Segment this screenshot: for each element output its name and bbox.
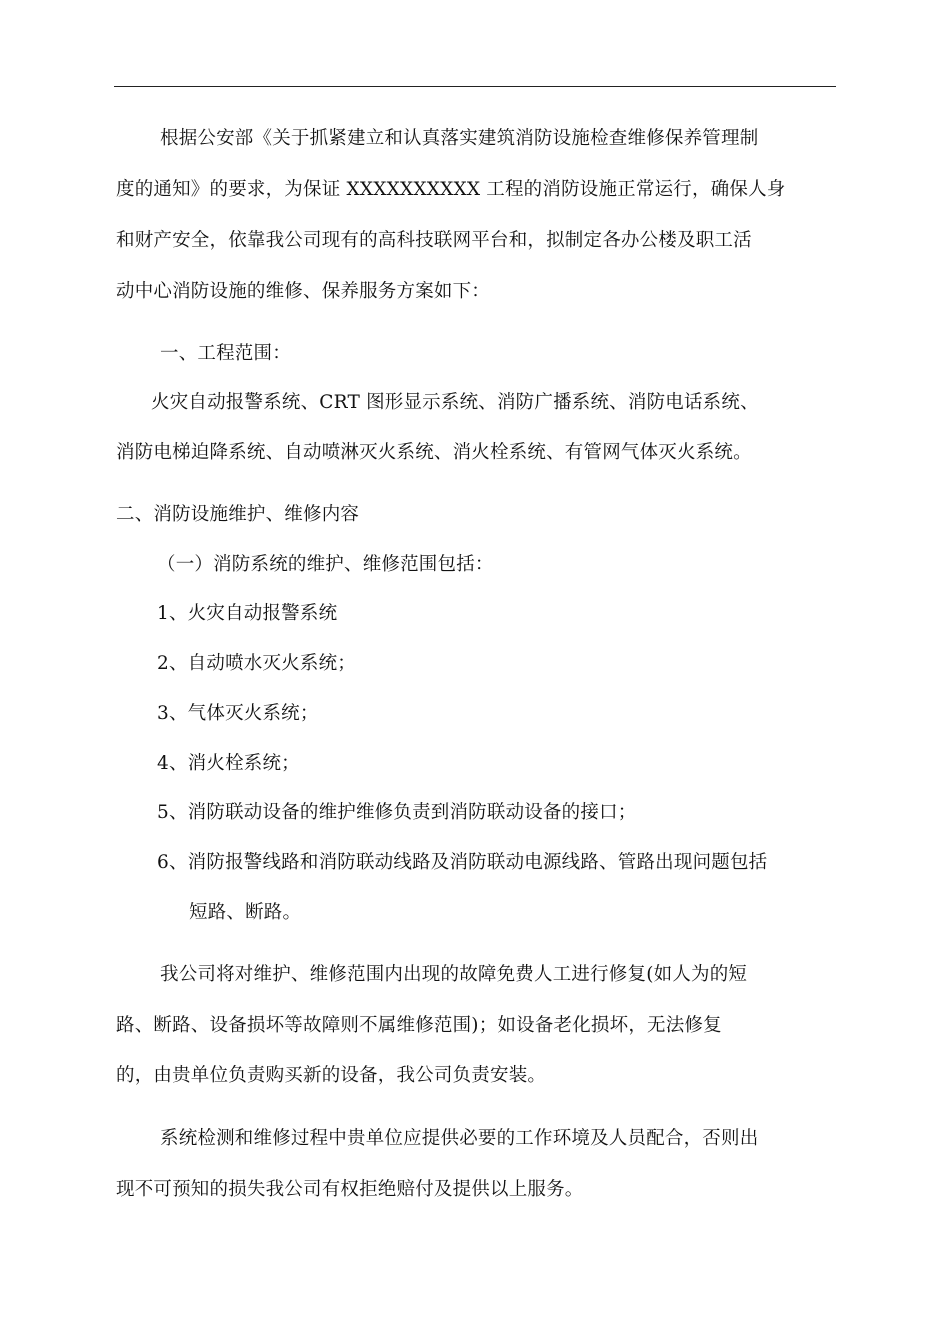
section2-item-1: 1、火灾自动报警系统 [157,603,338,624]
section2-item-3: 3、气体灭火系统； [157,703,319,724]
repair-line-2: 路、断路、设备损坏等故障则不属维修范围)；如设备老化损坏，无法修复 [116,1015,722,1036]
repair-line-3: 的，由贵单位负责购买新的设备，我公司负责安装。 [116,1065,547,1086]
intro-line-4: 动中心消防设施的维修、保养服务方案如下： [116,281,491,302]
header-rule [114,86,836,87]
section2-item-6-continuation: 短路、断路。 [189,902,302,923]
cooperation-line-1: 系统检测和维修过程中贵单位应提供必要的工作环境及人员配合，否则出 [160,1128,759,1149]
section1-line-1: 火灾自动报警系统、CRT 图形显示系统、消防广播系统、消防电话系统、 [151,392,759,413]
section2-item-4: 4、消火栓系统； [157,753,300,774]
cooperation-line-2: 现不可预知的损失我公司有权拒绝赔付及提供以上服务。 [116,1179,584,1200]
section1-line-2: 消防电梯迫降系统、自动喷淋灭火系统、消火栓系统、有管网气体灭火系统。 [116,442,752,463]
intro-line-3: 和财产安全，依靠我公司现有的高科技联网平台和，拟制定各办公楼及职工活 [116,230,752,251]
section2-item-6: 6、消防报警线路和消防联动线路及消防联动电源线路、管路出现问题包括 [157,852,768,873]
section2-subheading: （一）消防系统的维护、维修范围包括： [157,554,494,575]
section2-item-5: 5、消防联动设备的维护维修负责到消防联动设备的接口； [157,802,637,823]
intro-line-2: 度的通知》的要求，为保证 XXXXXXXXXX 工程的消防设施正常运行，确保人身 [116,179,786,200]
section2-heading: 二、消防设施维护、维修内容 [116,504,360,525]
repair-line-1: 我公司将对维护、维修范围内出现的故障免费人工进行修复(如人为的短 [160,964,748,985]
section1-heading: 一、工程范围： [160,343,291,364]
section2-item-2: 2、自动喷水灭火系统； [157,653,356,674]
intro-line-1: 根据公安部《关于抓紧建立和认真落实建筑消防设施检查维修保养管理制 [160,128,759,149]
